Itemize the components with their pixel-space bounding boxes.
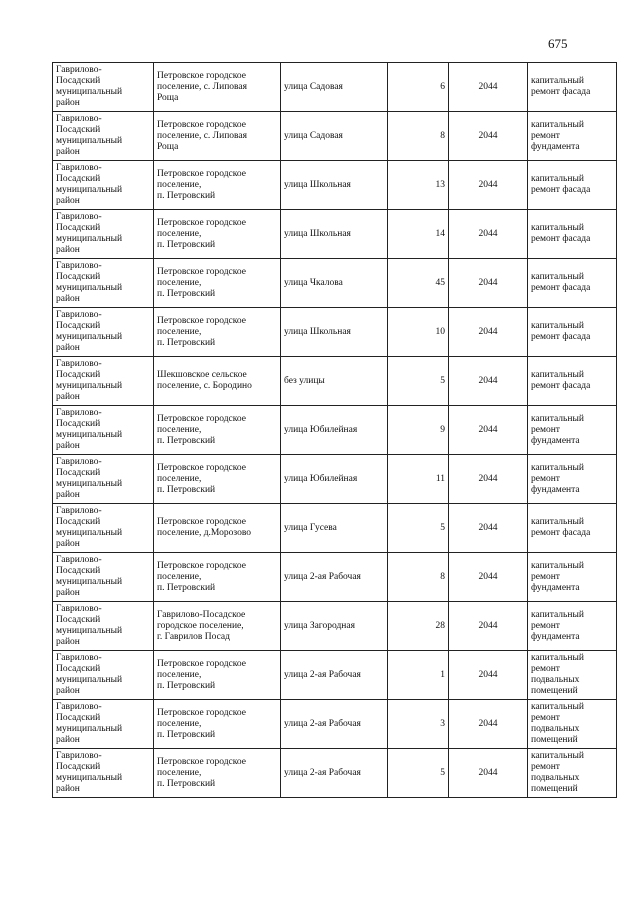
page-number: 675 [548, 36, 568, 51]
street-text: улица Садовая [284, 81, 343, 92]
work-type-cell [528, 210, 617, 259]
table-row [53, 161, 617, 210]
year-cell: 2044 [449, 406, 528, 455]
work-type-cell [528, 602, 617, 651]
table-row [53, 553, 617, 602]
district-cell [53, 259, 154, 308]
settlement-text: Гаврилово-Посадское городское поселение, г. Гаврилов Посад [157, 609, 246, 642]
work-type-text: капитальный ремонт фасада [531, 321, 591, 342]
district-cell [53, 455, 154, 504]
district-text: Гаврилово- Посадский муниципальный район [56, 751, 123, 794]
work-type-text: капитальный ремонт фасада [531, 76, 591, 97]
settlement-text: Петровское городское поселение, п. Петровский [157, 707, 246, 740]
table-row [53, 259, 617, 308]
work-type-text: капитальный ремонт подвальных помещений [531, 751, 584, 794]
year-cell: 2044 [449, 63, 528, 112]
settlement-text: Петровское городское поселение, п. Петровский [157, 168, 246, 201]
district-text: Гаврилово- Посадский муниципальный район [56, 702, 123, 745]
house-number-cell: 3 [388, 700, 449, 749]
settlement-cell [154, 308, 281, 357]
district-cell [53, 112, 154, 161]
table-row [53, 308, 617, 357]
settlement-cell [154, 553, 281, 602]
house-number-cell: 11 [388, 455, 449, 504]
street-cell [281, 553, 388, 602]
settlement-text: Петровское городское поселение, п. Петровский [157, 658, 246, 691]
street-text: улица Загородная [284, 620, 355, 631]
table-row [53, 602, 617, 651]
work-type-cell [528, 112, 617, 161]
settlement-text: Шекшовское сельское поселение, с. Бородино [157, 370, 252, 391]
settlement-text: Петровское городское поселение, п. Петровский [157, 315, 246, 348]
year-cell: 2044 [449, 161, 528, 210]
house-number-cell: 13 [388, 161, 449, 210]
table-row [53, 504, 617, 553]
district-text: Гаврилово- Посадский муниципальный район [56, 310, 123, 353]
work-type-cell [528, 553, 617, 602]
house-number-cell: 8 [388, 553, 449, 602]
year-cell: 2044 [449, 112, 528, 161]
table-row [53, 455, 617, 504]
street-cell [281, 308, 388, 357]
district-cell [53, 749, 154, 798]
street-cell [281, 504, 388, 553]
house-number-cell: 6 [388, 63, 449, 112]
street-cell [281, 406, 388, 455]
table-row [53, 406, 617, 455]
district-cell [53, 602, 154, 651]
work-type-cell [528, 357, 617, 406]
table-row [53, 700, 617, 749]
district-text: Гаврилово- Посадский муниципальный район [56, 114, 123, 157]
settlement-text: Петровское городское поселение, д.Морозово [157, 517, 251, 538]
year-cell: 2044 [449, 308, 528, 357]
settlement-cell [154, 749, 281, 798]
table-row [53, 651, 617, 700]
district-cell [53, 161, 154, 210]
street-text: улица 2-ая Рабочая [284, 767, 361, 778]
work-type-text: капитальный ремонт фасада [531, 272, 591, 293]
district-text: Гаврилово- Посадский муниципальный район [56, 555, 123, 598]
settlement-text: Петровское городское поселение, п. Петровский [157, 413, 246, 446]
street-text: улица Школьная [284, 228, 351, 239]
work-type-text: капитальный ремонт фундамента [531, 413, 584, 446]
work-type-cell [528, 651, 617, 700]
work-type-cell [528, 161, 617, 210]
settlement-cell [154, 161, 281, 210]
street-cell [281, 357, 388, 406]
house-number-cell: 14 [388, 210, 449, 259]
table-row [53, 210, 617, 259]
year-cell: 2044 [449, 749, 528, 798]
settlement-cell [154, 210, 281, 259]
registry-table-body [53, 63, 617, 798]
district-text: Гаврилово- Посадский муниципальный район [56, 604, 123, 647]
house-number-cell: 9 [388, 406, 449, 455]
work-type-cell [528, 63, 617, 112]
work-type-cell [528, 308, 617, 357]
work-type-text: капитальный ремонт фасада [531, 517, 591, 538]
work-type-text: капитальный ремонт фасада [531, 174, 591, 195]
district-cell [53, 406, 154, 455]
table-row [53, 749, 617, 798]
settlement-cell [154, 700, 281, 749]
table-row [53, 357, 617, 406]
year-cell: 2044 [449, 357, 528, 406]
street-cell [281, 700, 388, 749]
district-text: Гаврилово- Посадский муниципальный район [56, 653, 123, 696]
district-cell [53, 357, 154, 406]
street-cell [281, 259, 388, 308]
street-cell [281, 602, 388, 651]
settlement-cell [154, 112, 281, 161]
house-number-cell: 28 [388, 602, 449, 651]
settlement-text: Петровское городское поселение, п. Петровский [157, 217, 246, 250]
year-cell: 2044 [449, 504, 528, 553]
street-cell [281, 455, 388, 504]
year-cell: 2044 [449, 602, 528, 651]
work-type-text: капитальный ремонт фасада [531, 223, 591, 244]
work-type-cell [528, 749, 617, 798]
year-cell: 2044 [449, 651, 528, 700]
district-text: Гаврилово- Посадский муниципальный район [56, 408, 123, 451]
district-text: Гаврилово- Посадский муниципальный район [56, 457, 123, 500]
year-cell: 2044 [449, 553, 528, 602]
settlement-cell [154, 259, 281, 308]
district-cell [53, 553, 154, 602]
settlement-cell [154, 406, 281, 455]
house-number-cell: 5 [388, 357, 449, 406]
work-type-cell [528, 455, 617, 504]
work-type-text: капитальный ремонт фундамента [531, 119, 584, 152]
district-text: Гаврилово- Посадский муниципальный район [56, 163, 123, 206]
settlement-cell [154, 63, 281, 112]
street-cell [281, 749, 388, 798]
settlement-cell [154, 602, 281, 651]
street-text: улица Школьная [284, 179, 351, 190]
settlement-cell [154, 455, 281, 504]
year-cell: 2044 [449, 700, 528, 749]
year-cell: 2044 [449, 210, 528, 259]
street-text: улица 2-ая Рабочая [284, 571, 361, 582]
district-text: Гаврилово- Посадский муниципальный район [56, 261, 123, 304]
street-cell [281, 161, 388, 210]
settlement-text: Петровское городское поселение, с. Липовая Роща [157, 70, 247, 103]
street-text: улица Юбилейная [284, 473, 358, 484]
table-row [53, 63, 617, 112]
settlement-text: Петровское городское поселение, с. Липовая Роща [157, 119, 247, 152]
district-text: Гаврилово- Посадский муниципальный район [56, 506, 123, 549]
house-number-cell: 1 [388, 651, 449, 700]
district-cell [53, 308, 154, 357]
year-cell: 2044 [449, 259, 528, 308]
street-text: улица Чкалова [284, 277, 343, 288]
district-cell [53, 504, 154, 553]
district-cell [53, 210, 154, 259]
work-type-cell [528, 504, 617, 553]
table-row [53, 112, 617, 161]
street-text: улица Садовая [284, 130, 343, 141]
district-text: Гаврилово- Посадский муниципальный район [56, 212, 123, 255]
street-text: без улицы [284, 375, 325, 386]
settlement-cell [154, 357, 281, 406]
house-number-cell: 5 [388, 749, 449, 798]
house-number-cell: 5 [388, 504, 449, 553]
work-type-text: капитальный ремонт фундамента [531, 609, 584, 642]
settlement-cell [154, 651, 281, 700]
settlement-text: Петровское городское поселение, п. Петровский [157, 266, 246, 299]
street-cell [281, 210, 388, 259]
settlement-text: Петровское городское поселение, п. Петровский [157, 560, 246, 593]
work-type-text: капитальный ремонт подвальных помещений [531, 653, 584, 696]
street-text: улица Школьная [284, 326, 351, 337]
house-number-cell: 8 [388, 112, 449, 161]
street-cell [281, 63, 388, 112]
street-cell [281, 112, 388, 161]
work-type-cell [528, 700, 617, 749]
settlement-cell [154, 504, 281, 553]
street-text: улица 2-ая Рабочая [284, 669, 361, 680]
work-type-text: капитальный ремонт фундамента [531, 560, 584, 593]
work-type-cell [528, 406, 617, 455]
house-number-cell: 45 [388, 259, 449, 308]
district-text: Гаврилово- Посадский муниципальный район [56, 65, 123, 108]
district-text: Гаврилово- Посадский муниципальный район [56, 359, 123, 402]
street-text: улица Юбилейная [284, 424, 358, 435]
settlement-text: Петровское городское поселение, п. Петровский [157, 462, 246, 495]
registry-table [52, 62, 617, 798]
street-text: улица 2-ая Рабочая [284, 718, 361, 729]
work-type-text: капитальный ремонт фундамента [531, 462, 584, 495]
settlement-text: Петровское городское поселение, п. Петровский [157, 756, 246, 789]
district-cell [53, 63, 154, 112]
district-cell [53, 700, 154, 749]
year-cell: 2044 [449, 455, 528, 504]
district-cell [53, 651, 154, 700]
work-type-cell [528, 259, 617, 308]
street-text: улица Гусева [284, 522, 337, 533]
work-type-text: капитальный ремонт фасада [531, 370, 591, 391]
house-number-cell: 10 [388, 308, 449, 357]
street-cell [281, 651, 388, 700]
work-type-text: капитальный ремонт подвальных помещений [531, 702, 584, 745]
